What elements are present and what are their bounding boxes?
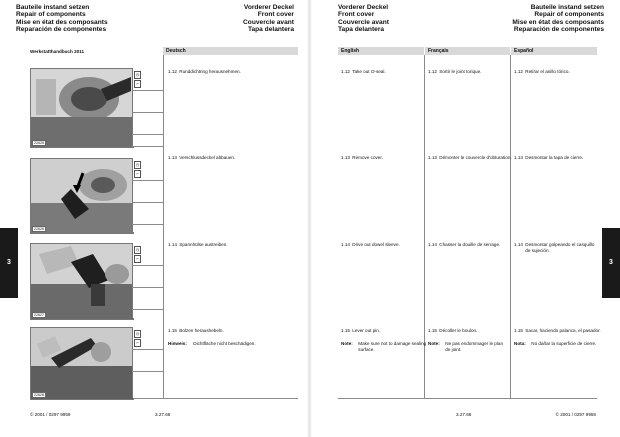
- step-number: 1.15: [168, 328, 177, 333]
- right-header-right: [512, 4, 604, 34]
- footer-copyright-left: © 2001 / 0297 9959: [30, 412, 71, 417]
- column-header-francais: Français: [425, 47, 510, 55]
- step-1-13-de: [168, 155, 235, 161]
- step-text: Décoller le boulon.: [439, 328, 478, 333]
- step-1-12-en: [341, 69, 386, 75]
- header-line: Tapa delantera: [338, 26, 385, 34]
- column-divider: [163, 55, 164, 398]
- step-text: Runddichtring herausnehmen.: [179, 69, 241, 74]
- header-line: Vorderer Deckel: [338, 4, 389, 11]
- figure-number: 22628: [34, 392, 44, 397]
- column-divider: [510, 55, 511, 398]
- step-text: Desmontar la tapa de cierre.: [525, 155, 584, 160]
- column-header-espanol: Español: [511, 47, 597, 55]
- header-line: Repair of components: [534, 11, 604, 19]
- clock-icon: ◷: [135, 247, 140, 252]
- figure-side-strip: [132, 158, 143, 232]
- step-1-14-fr: [428, 242, 500, 248]
- note-label: Hinweis:: [168, 341, 187, 346]
- chapter-tab-right: 3: [602, 228, 620, 298]
- step-number: 1.14: [341, 242, 350, 247]
- step-1-13-fr: [428, 155, 512, 161]
- photo-cover-removal: [31, 159, 133, 233]
- step-number: 1.13: [428, 155, 437, 160]
- grid-rule: [132, 287, 163, 288]
- step-text: Remove cover.: [352, 155, 383, 160]
- workshop-title: Werkstatthandbuch 2011: [30, 49, 85, 54]
- header-line: Couvercle avant: [338, 18, 389, 26]
- bottom-rule: [338, 398, 597, 399]
- step-1-14-de: [168, 242, 228, 248]
- step-text: [525, 242, 594, 253]
- header-line: Bauteile instand setzen: [16, 4, 90, 11]
- step-text: Bolzen heraushebeln.: [179, 328, 224, 333]
- note-text: [358, 341, 426, 352]
- header-line: Front cover: [338, 11, 375, 19]
- chapter-tab-left: 3: [0, 228, 18, 298]
- grid-rule: [132, 349, 163, 350]
- note-de: [168, 341, 256, 347]
- step-1-12-de: [168, 69, 241, 75]
- grid-rule: [132, 202, 163, 203]
- note-label: Note:: [428, 341, 440, 346]
- note-line: surface.: [358, 346, 375, 352]
- tool-icon: ⌐: [134, 170, 141, 178]
- step-line: Desmontar golpeando el casquillo: [525, 242, 595, 247]
- figure-number: 22626: [34, 226, 44, 231]
- step-text: Spannhülse austreiben.: [179, 242, 228, 247]
- grid-rule: [132, 134, 163, 135]
- step-text: Drive out dowel sleeve.: [352, 242, 400, 247]
- grid-rule: [132, 224, 163, 225]
- step-number: 1.12: [341, 69, 350, 74]
- tool-icon: ⌐: [134, 80, 141, 88]
- step-1-15-es: [514, 328, 601, 334]
- step-number: 1.15: [341, 328, 350, 333]
- photo-sleeve-drive-out: [31, 244, 133, 319]
- header-line: Couvercle avant: [243, 18, 294, 26]
- right-header-left: [338, 4, 389, 34]
- step-1-12-es: [514, 69, 570, 75]
- grid-rule: [132, 180, 163, 181]
- grid-rule: [132, 90, 163, 91]
- figure-side-strip: [132, 243, 143, 318]
- step-1-13-es: [514, 155, 583, 161]
- step-text: Retirar el anillo tórico.: [525, 69, 570, 74]
- left-header-left: [16, 4, 108, 34]
- step-number: 1.14: [168, 242, 177, 247]
- note-line: de joint.: [445, 346, 462, 352]
- header-line: Repair of components: [16, 11, 86, 19]
- figure-number: 22625: [34, 140, 44, 145]
- footer-page-number-left: 3.27.66: [155, 412, 171, 417]
- header-line: Mise en état des composants: [512, 18, 604, 26]
- step-number: 1.14: [514, 242, 523, 247]
- tool-icon: ⌐: [134, 255, 141, 263]
- header-line: Vorderer Deckel: [243, 4, 294, 11]
- column-header-english: English: [338, 47, 424, 55]
- step-text: Démonter le couvercle d'obturation.: [439, 155, 512, 160]
- grid-rule: [132, 309, 163, 310]
- figure-22627: [30, 243, 134, 320]
- step-number: 1.15: [514, 328, 523, 333]
- step-number: 1.13: [168, 155, 177, 160]
- figure-22628: [30, 327, 134, 400]
- step-1-14-en: [341, 242, 400, 248]
- header-line: Reparación de componentes: [16, 26, 107, 34]
- figure-22625: [30, 68, 134, 148]
- note-line: Ne pas endommager le plan: [445, 341, 503, 346]
- grid-rule: [132, 371, 163, 372]
- step-number: 1.15: [428, 328, 437, 333]
- note-en: [341, 341, 426, 352]
- footer-copyright-right: © 2001 / 0297 9959: [555, 412, 596, 417]
- note-text: Dichtfläche nicht beschädigen.: [193, 341, 256, 346]
- note-line: Make sure not to damage sealing: [358, 341, 427, 346]
- figure-number: 22627: [34, 312, 44, 317]
- step-1-15-fr: [428, 328, 477, 334]
- step-text: Chasser la douille de serrage.: [439, 242, 501, 247]
- step-number: 1.13: [341, 155, 350, 160]
- left-header-right: [243, 4, 294, 34]
- clock-icon: ◷: [135, 72, 140, 77]
- note-label: Note:: [341, 341, 353, 346]
- step-1-13-en: [341, 155, 383, 161]
- note-text: [445, 341, 503, 352]
- photo-pin-lever-out: [31, 328, 133, 399]
- clock-icon: ◷: [135, 162, 140, 167]
- clock-icon: ◷: [135, 331, 140, 336]
- step-number: 1.12: [168, 69, 177, 74]
- note-label: Nota:: [514, 341, 526, 346]
- note-es: [514, 341, 596, 347]
- grid-rule: [132, 265, 163, 266]
- header-line: Reparación de componentes: [513, 26, 604, 34]
- figure-22626: [30, 158, 134, 234]
- note-text: No dañar la superficie de cierre.: [531, 341, 597, 346]
- step-text: Sortir le joint torique.: [439, 69, 482, 74]
- step-line: de sujeción.: [525, 247, 550, 253]
- header-line: Mise en état des composants: [16, 18, 108, 26]
- step-text: Take out O-seal.: [352, 69, 386, 74]
- note-fr: [428, 341, 503, 352]
- photo-o-seal-removal: [31, 69, 133, 147]
- step-number: 1.14: [428, 242, 437, 247]
- step-text: Lever out pin.: [352, 328, 381, 333]
- tool-icon: ⌐: [134, 339, 141, 347]
- header-line: Tapa delantera: [247, 26, 294, 34]
- step-1-15-en: [341, 328, 380, 334]
- grid-rule: [132, 146, 163, 147]
- header-line: Front cover: [257, 11, 294, 19]
- book-gutter: [307, 0, 312, 437]
- step-number: 1.13: [514, 155, 523, 160]
- footer-page-number-right: 3.27.66: [456, 412, 472, 417]
- step-text: Verschlussdeckel abbauen.: [179, 155, 236, 160]
- step-1-12-fr: [428, 69, 481, 75]
- step-number: 1.12: [428, 69, 437, 74]
- column-header-deutsch: Deutsch: [163, 47, 298, 55]
- step-1-15-de: [168, 328, 224, 334]
- figure-side-strip: [132, 327, 143, 398]
- header-line: Bauteile instand setzen: [530, 4, 604, 11]
- step-1-14-es: [514, 242, 595, 253]
- step-number: 1.12: [514, 69, 523, 74]
- grid-rule: [132, 112, 163, 113]
- step-text: Sacar, haciendo palanca, el pasador.: [525, 328, 601, 333]
